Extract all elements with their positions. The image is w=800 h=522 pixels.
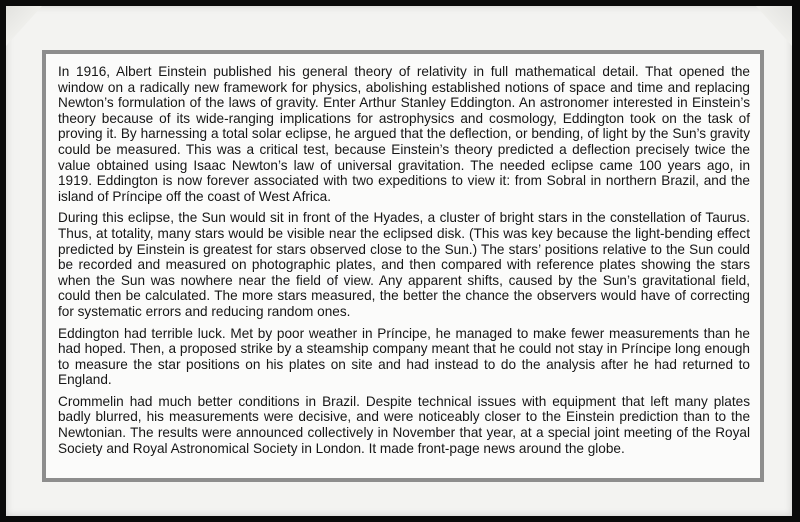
- text-block: [58, 64, 750, 472]
- text-frame: [42, 50, 764, 482]
- paragraph-2: During this eclipse, the Sun would sit in front of the Hyades, a cluster of bright stars in the constellation of Taurus. Thus, at totality, many stars would be visible near the eclipsed disk. (This was key because the light-bending effect predicted by Einstein is greatest for stars observed close to the Sun.) The stars’ positions relative to the Sun could be recorded and measured on photographic plates, and then compared with reference plates showing the stars when the Sun was nowhere near the field of view. Any apparent shifts, caused by the Sun’s gravitational field, could then be calculated. The more stars measured, the better the chance the observers would have of correcting for systematic errors and reducing random ones.: [58, 210, 750, 319]
- paragraph-1: In 1916, Albert Einstein published his general theory of relativity in full mathematical detail. That opened the window on a radically new framework for physics, abolishing established notions of space and time and replacing Newton’s formulation of the laws of gravity. Enter Arthur Stanley Eddington. An astronomer interested in Einstein’s theory because of its wide-ranging implications for astrophysics and cosmology, Eddington took on the task of proving it. By harnessing a total solar eclipse, he argued that the deflection, or bending, of light by the Sun’s gravity could be measured. This was a critical test, because Einstein’s theory predicted a deflection precisely twice the value obtained using Isaac Newton’s law of universal gravitation. The needed eclipse came 100 years ago, in 1919. Eddington is now forever associated with two expeditions to view it: from Sobral in northern Brazil, and the island of Príncipe off the coast of West Africa.: [58, 64, 750, 204]
- paragraph-4: Crommelin had much better conditions in Brazil. Despite technical issues with equipment that left many plates badly blurred, his measurements were decisive, and were noticeably closer to the Einstein prediction than to the Newtonian. The results were announced collectively in November that year, at a special joint meeting of the Royal Society and Royal Astronomical Society in London. It made front-page news around the globe.: [58, 393, 750, 456]
- paragraph-3: Eddington had terrible luck. Met by poor weather in Príncipe, he managed to make fewer measurements than he had hoped. Then, a proposed strike by a steamship company meant that he could not stay in Príncipe long enough to measure the star positions on his plates on site and had instead to do the analysis after he had returned to England.: [58, 325, 750, 388]
